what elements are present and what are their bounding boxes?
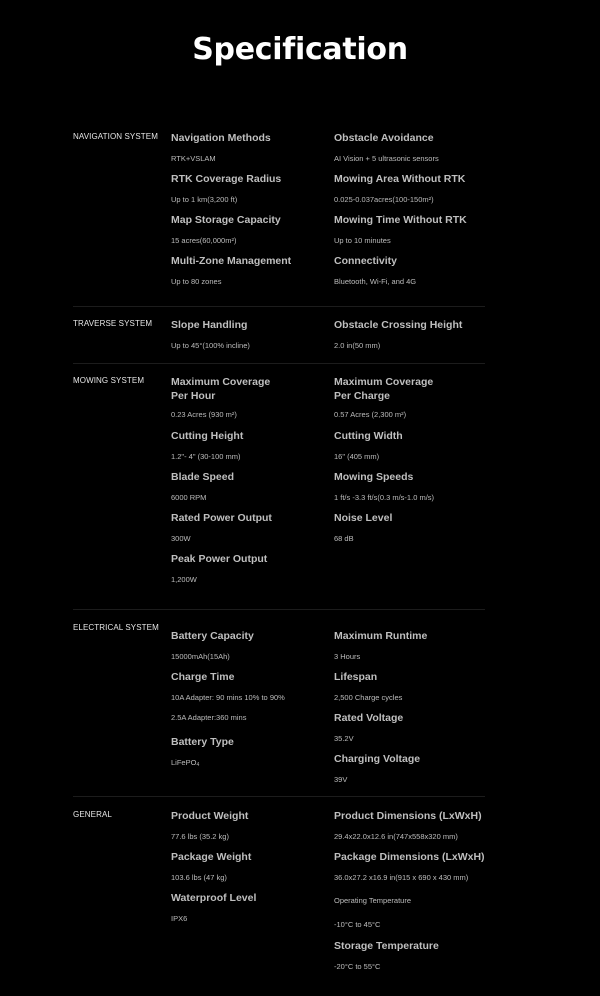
spec-item: [171, 471, 329, 503]
spec-value: 39V: [334, 774, 348, 784]
spec-label: Map Storage Capacity: [171, 214, 281, 226]
spec-label: Obstacle Crossing Height: [334, 319, 463, 331]
spec-item: [334, 319, 494, 351]
spec-label: Blade Speed: [171, 471, 235, 483]
spec-label: Noise Level: [334, 512, 393, 524]
spec-value: 3 Hours: [334, 651, 361, 661]
spec-value-subscript: 4: [196, 761, 200, 768]
spec-label: Package Dimensions (LxWxH): [334, 851, 485, 863]
spec-value: 1,200W: [171, 574, 197, 584]
spec-value-text: LiFePO: [171, 757, 197, 767]
spec-value: 0.57 Acres (2,300 m²): [334, 410, 407, 419]
spec-label: Connectivity: [334, 255, 398, 267]
spec-value: 6000 RPM: [171, 492, 207, 502]
spec-item: [334, 712, 494, 744]
section-divider: [73, 306, 485, 307]
spec-item: [171, 553, 329, 585]
spec-value: 35.2V: [334, 733, 354, 743]
spec-label: Charge Time: [171, 671, 235, 683]
spec-value: 36.0x27.2 x16.9 in(915 x 690 x 430 mm): [334, 872, 469, 882]
spec-value: 29.4x22.0x12.6 in(747x558x320 mm): [334, 831, 458, 841]
section-label: NAVIGATION SYSTEM: [73, 132, 158, 141]
spec-label: RTK Coverage Radius: [171, 173, 282, 185]
section-navigation: [73, 132, 485, 302]
spec-item: [171, 736, 329, 770]
spec-label: Mowing Speeds: [334, 471, 414, 483]
spec-item: [334, 940, 494, 972]
section-traverse: [73, 319, 485, 359]
spec-label: Navigation Methods: [171, 132, 271, 144]
spec-value: 300W: [171, 533, 191, 543]
spec-value: 10A Adapter: 90 mins 10% to 90%: [171, 692, 285, 702]
spec-item: [334, 630, 494, 662]
spec-item: [334, 255, 494, 287]
spec-value: Operating Temperature: [334, 896, 411, 905]
spec-item: [334, 471, 494, 503]
spec-item: [334, 753, 494, 785]
spec-value: IPX6: [171, 913, 188, 923]
section-general: [73, 810, 485, 980]
spec-item: [334, 851, 494, 883]
spec-value: 2.5A Adapter:360 mins: [171, 712, 247, 722]
spec-item: [171, 376, 329, 420]
spec-label: Lifespan: [334, 671, 378, 683]
spec-item: [334, 896, 494, 930]
spec-label: Product Weight: [171, 810, 249, 822]
section-label: GENERAL: [73, 810, 112, 819]
spec-item: [171, 851, 329, 883]
section-label: MOWING SYSTEM: [73, 376, 145, 385]
spec-value: 68 dB: [334, 533, 354, 543]
spec-value: Up to 45°(100% incline): [171, 340, 250, 350]
spec-item: [171, 671, 329, 723]
section-electrical: [73, 623, 485, 788]
spec-label: Battery Type: [171, 736, 234, 748]
spec-item: [171, 892, 329, 924]
spec-item: [171, 132, 329, 164]
spec-label: Maximum Runtime: [334, 630, 428, 642]
spec-label: Battery Capacity: [171, 630, 254, 642]
spec-item: [334, 376, 494, 420]
spec-item: [171, 214, 329, 246]
spec-item: [171, 173, 329, 205]
spec-value: 0.23 Acres (930 m²): [171, 410, 237, 419]
section-label: ELECTRICAL SYSTEM: [73, 623, 159, 632]
spec-label: Rated Power Output: [171, 512, 272, 524]
spec-label: Multi-Zone Management: [171, 255, 292, 267]
section-divider: [73, 363, 485, 364]
spec-label: Cutting Width: [334, 430, 403, 442]
spec-label: Product Dimensions (LxWxH): [334, 810, 482, 822]
spec-value: -10°C to 45°C: [334, 920, 381, 929]
spec-label: Charging Voltage: [334, 753, 421, 765]
spec-item: [334, 430, 494, 462]
spec-label: Mowing Time Without RTK: [334, 214, 467, 226]
spec-label: Storage Temperature: [334, 940, 439, 952]
section-divider: [73, 796, 485, 797]
spec-value: Up to 1 km(3,200 ft): [171, 194, 238, 204]
spec-value: 2,500 Charge cycles: [334, 692, 403, 702]
spec-value: 1.2"- 4" (30-100 mm): [171, 451, 241, 461]
spec-value: 103.6 lbs (47 kg): [171, 872, 227, 882]
spec-value: 1 ft/s -3.3 ft/s(0.3 m/s-1.0 m/s): [334, 492, 435, 502]
spec-label: Waterproof Level: [171, 892, 257, 904]
spec-value: AI Vision + 5 ultrasonic sensors: [334, 153, 439, 163]
spec-value: 15000mAh(15Ah): [171, 651, 230, 661]
spec-value: 16" (405 mm): [334, 451, 380, 461]
spec-value: RTK+VSLAM: [171, 153, 216, 163]
spec-value: 15 acres(60,000m²): [171, 235, 237, 245]
spec-value: [171, 758, 329, 770]
spec-value: 77.6 lbs (35.2 kg): [171, 831, 229, 841]
spec-label: Slope Handling: [171, 319, 248, 331]
spec-item: [334, 512, 494, 544]
section-label: TRAVERSE SYSTEM: [73, 319, 153, 328]
spec-item: [171, 810, 329, 842]
spec-value: 0.025-0.037acres(100-150m²): [334, 194, 434, 204]
spec-item: [171, 630, 329, 662]
spec-item: [171, 255, 329, 287]
spec-label: Maximum Coverage Per Hour: [171, 376, 271, 402]
page-title: Specification: [192, 32, 408, 67]
spec-label: Mowing Area Without RTK: [334, 173, 466, 185]
spec-item: [334, 132, 494, 164]
spec-value: Up to 80 zones: [171, 276, 222, 286]
spec-item: [334, 671, 494, 703]
section-divider: [73, 609, 485, 610]
spec-item: [171, 319, 329, 351]
spec-label: Peak Power Output: [171, 553, 268, 565]
spec-label: Rated Voltage: [334, 712, 404, 724]
spec-item: [334, 810, 494, 842]
spec-item: [171, 430, 329, 462]
spec-value: Bluetooth, Wi-Fi, and 4G: [334, 276, 417, 286]
spec-label: Maximum Coverage Per Charge: [334, 376, 434, 402]
spec-item: [334, 173, 494, 205]
spec-label: Package Weight: [171, 851, 252, 863]
spec-label: Cutting Height: [171, 430, 244, 442]
spec-value: Up to 10 minutes: [334, 235, 391, 245]
spec-label: Obstacle Avoidance: [334, 132, 434, 144]
spec-value: -20°C to 55°C: [334, 961, 381, 971]
section-mowing: [73, 376, 485, 596]
spec-item: [171, 512, 329, 544]
spec-value: 2.0 in(50 mm): [334, 340, 381, 350]
spec-item: [334, 214, 494, 246]
